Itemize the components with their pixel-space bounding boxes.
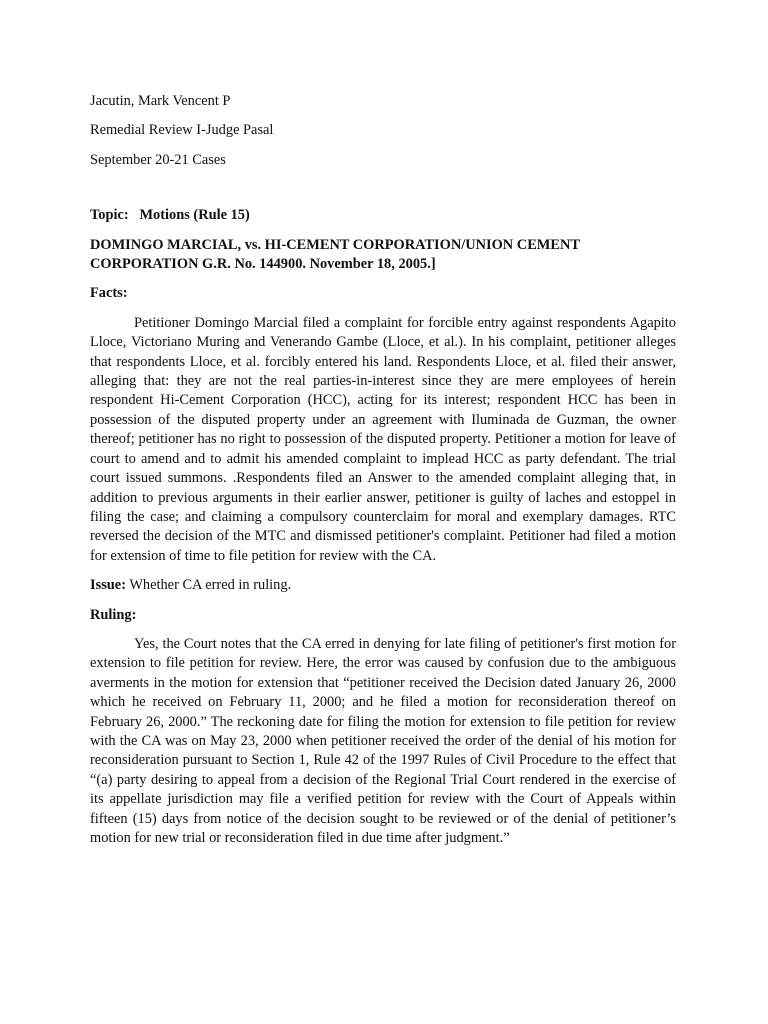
- topic-label: Topic:: [90, 207, 129, 224]
- facts-heading: Facts:: [90, 285, 128, 302]
- author-name: Jacutin, Mark Vencent P: [90, 93, 231, 109]
- case-title: DOMINGO MARCIAL, vs. HI-CEMENT CORPORATION/UNION CEMENT CORPORATION G.R. No. 144900. November 18, 2005.]: [90, 236, 580, 273]
- issue-line: [90, 576, 676, 595]
- cases-date: September 20-21 Cases: [90, 151, 226, 168]
- course-name: Remedial Review I-Judge Pasal: [90, 122, 274, 139]
- topic-value: Motions (Rule 15): [139, 207, 250, 224]
- ruling-text: Yes, the Court notes that the CA erred in denying for late filing of petitioner's first motion for extension to file petition for review. Here, the error was caused by confusion due to the ambiguous averments in the motion for extension that “petitioner received the Decision dated January 26, 2000 which he received on February 11, 2000; and he filed a motion for reconsideration thereof on February 26, 2000.” The reckoning date for filing the motion for extension to file petition for review with the CA was on May 23, 2000 when petitioner received the order of the denial of his motion for reconsideration pursuant to Section 1, Rule 42 of the 1997 Rules of Civil Procedure to the effect that “(a) party desiring to appeal from a decision of the Regional Trial Court rendered in the exercise of its appellate jurisdiction may file a verified petition for review with the Court of Appeals within fifteen (15) days from notice of the decision sought to be reviewed or of the denial of petitioner’s motion for new trial or reconsideration filed in due time after judgment.”: [90, 635, 676, 846]
- ruling-heading: Ruling:: [90, 606, 137, 623]
- issue-text: Whether CA erred in ruling.: [129, 577, 292, 594]
- facts-text: Petitioner Domingo Marcial filed a complaint for forcible entry against respondents Agapito Lloce, Victoriano Muring and Venerando Gambe (Lloce, et al.). In his complaint, petitioner alleges that respondents Lloce, et al. forcibly entered his land. Respondents Lloce, et al. filed their answer, alleging that: they are not the real parties-in-interest since they are mere employees of herein respondent Hi-Cement Corporation (HCC), acting for its interest; respondent HCC has been in possession of the disputed property under an agreement with Iluminada de Guzman, the owner thereof; petitioner has no right to possession of the disputed property. Petitioner a motion for leave of court to amend and to admit his amended complaint to implead HCC as party defendant. The trial court issued summons. .Respondents filed an Answer to the amended complaint alleging that, in addition to previous arguments in their earlier answer, petitioner is guilty of laches and estoppel in filing the case; and claiming a compulsory counterclaim for moral and exemplary damages. RTC reversed the decision of the MTC and dismissed petitioner's complaint. Petitioner had filed a motion for extension of time to file petition for review with the CA.: [90, 314, 676, 564]
- issue-label: Issue:: [90, 577, 126, 594]
- topic-line: [90, 206, 676, 225]
- document-page: [90, 92, 676, 858]
